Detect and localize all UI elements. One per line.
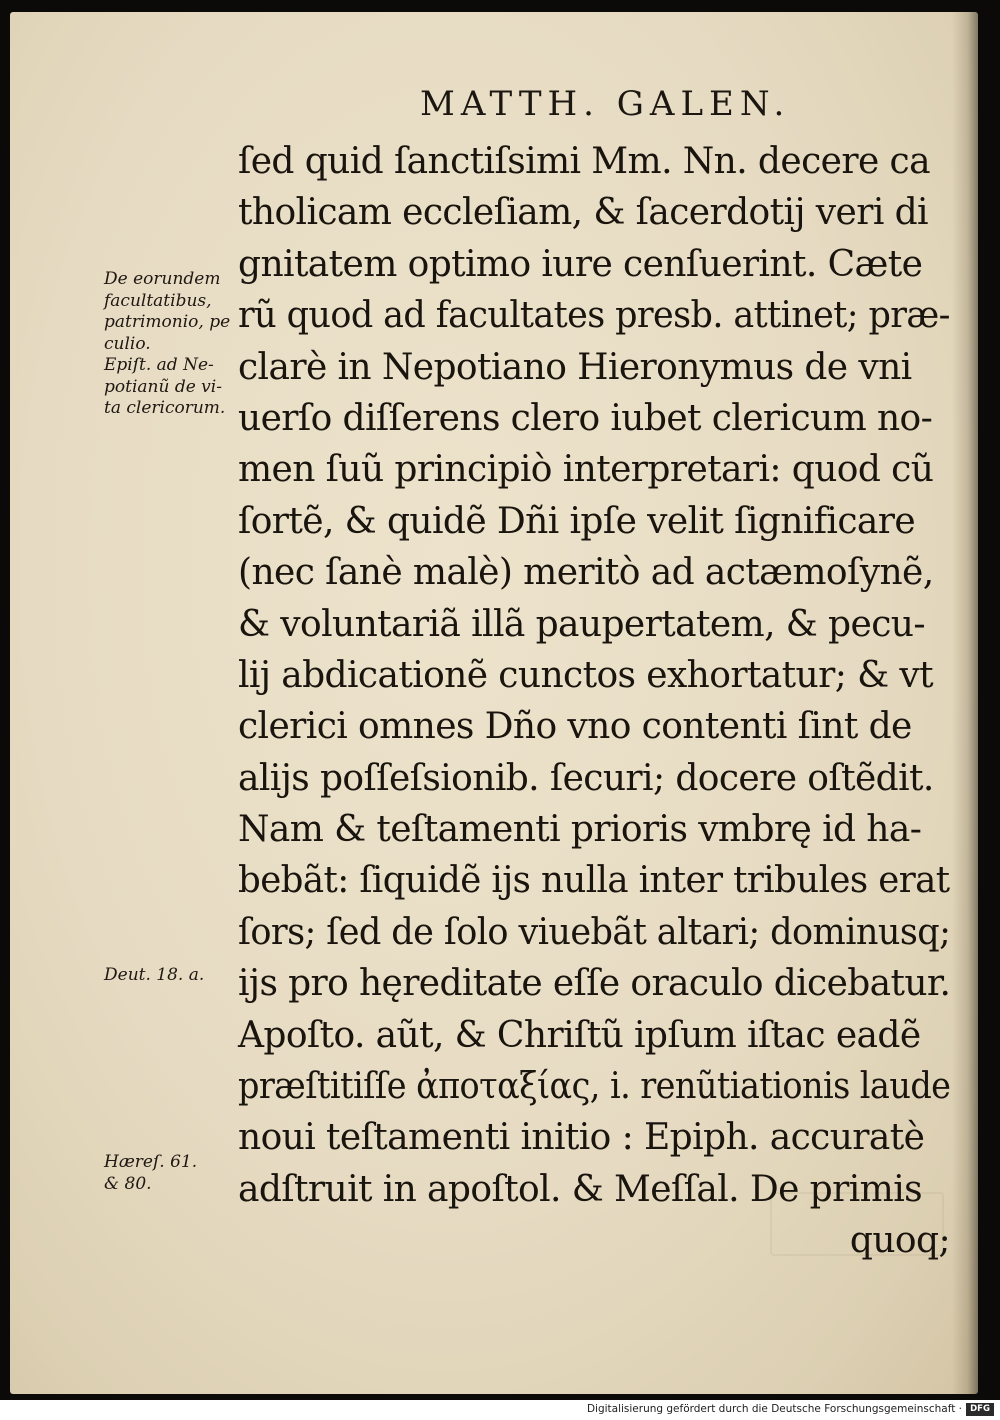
text-line: ſortẽ, & quidẽ Dñi ipſe velit ſignificare: [238, 500, 916, 542]
marginal-line: & 80.: [104, 1173, 152, 1194]
text-line: tholicam eccleſiam, & ſacerdotij veri di: [238, 192, 928, 234]
marginal-line: potianũ de vi-: [104, 376, 222, 397]
text-line: ijs pro hęreditate eſſe oraculo dicebatur.: [238, 963, 951, 1005]
text-line: lij abdicationẽ cunctos exhortatur; & vt: [238, 654, 933, 696]
marginal-line: ta clericorum.: [104, 398, 226, 418]
text-line: men ſuũ principiò interpretari: quod cũ: [238, 449, 934, 491]
digitization-footer: [0, 1400, 1000, 1420]
text-line: rũ quod ad facultates presb. attinet; præ-: [238, 295, 950, 337]
marginal-note-3: [104, 1152, 254, 1195]
marginal-line: patrimonio, pe: [104, 312, 231, 332]
text-line: (nec ſanè malè) meritò ad actæmoſynẽ,: [238, 552, 934, 594]
text-line: gnitatem optimo iure cenſuerint. Cæte: [238, 243, 923, 285]
marginal-line: Deut. 18. a.: [104, 965, 205, 985]
marginal-note-1: [104, 269, 254, 420]
marginal-line: facultatibus,: [104, 290, 212, 311]
marginal-line: Hæreſ. 61.: [104, 1152, 198, 1172]
text-line: clarè in Nepotiano Hieronymus de vni: [238, 346, 912, 388]
text-line: adſtruit in apoſtol. & Meſſal. De primis: [238, 1168, 922, 1210]
marginal-line: De eorundem: [104, 269, 221, 289]
text-line: Apoſto. aũt, & Chriſtũ ipſum iſtac eadẽ: [238, 1014, 921, 1056]
text-line: Nam & teſtamenti prioris vmbrę id ha-: [238, 809, 922, 851]
book-page: [10, 12, 978, 1394]
marginal-line: culio.: [104, 333, 151, 354]
funding-credit: Digitalisierung gefördert durch die Deutsche Forschungsgemeinschaft ·: [586, 1403, 962, 1415]
marginal-note-2: [104, 965, 254, 987]
catchword: quoq;: [849, 1220, 950, 1262]
text-line: præſtitiſſe ἀποταξίας, i. renũtiationis laude: [238, 1066, 951, 1108]
text-line: ſors; ſed de ſolo viuebãt altari; dominusq;: [238, 911, 951, 953]
text-line: alijs poſſeſsionib. ſecuri; docere oſtẽdit.: [238, 757, 934, 799]
text-line: bebãt: ſiquidẽ ijs nulla inter tribules erat: [238, 860, 950, 902]
running-head: MATTH. GALEN.: [420, 84, 791, 124]
marginal-line: Epiſt. ad Ne-: [104, 355, 214, 375]
dfg-logo: DFG: [966, 1403, 994, 1416]
text-line: ſed quid ſanctiſsimi Mm. Nn. decere ca: [238, 141, 930, 182]
text-line: & voluntariã illã paupertatem, & pecu-: [238, 603, 925, 645]
body-text: [238, 136, 950, 1267]
text-line: uerſo diſſerens clero iubet clericum no-: [238, 397, 933, 439]
text-line: clerici omnes Dño vno contenti ſint de: [238, 706, 912, 748]
text-line: noui teſtamenti initio : Epiph. accuratè: [238, 1117, 925, 1159]
